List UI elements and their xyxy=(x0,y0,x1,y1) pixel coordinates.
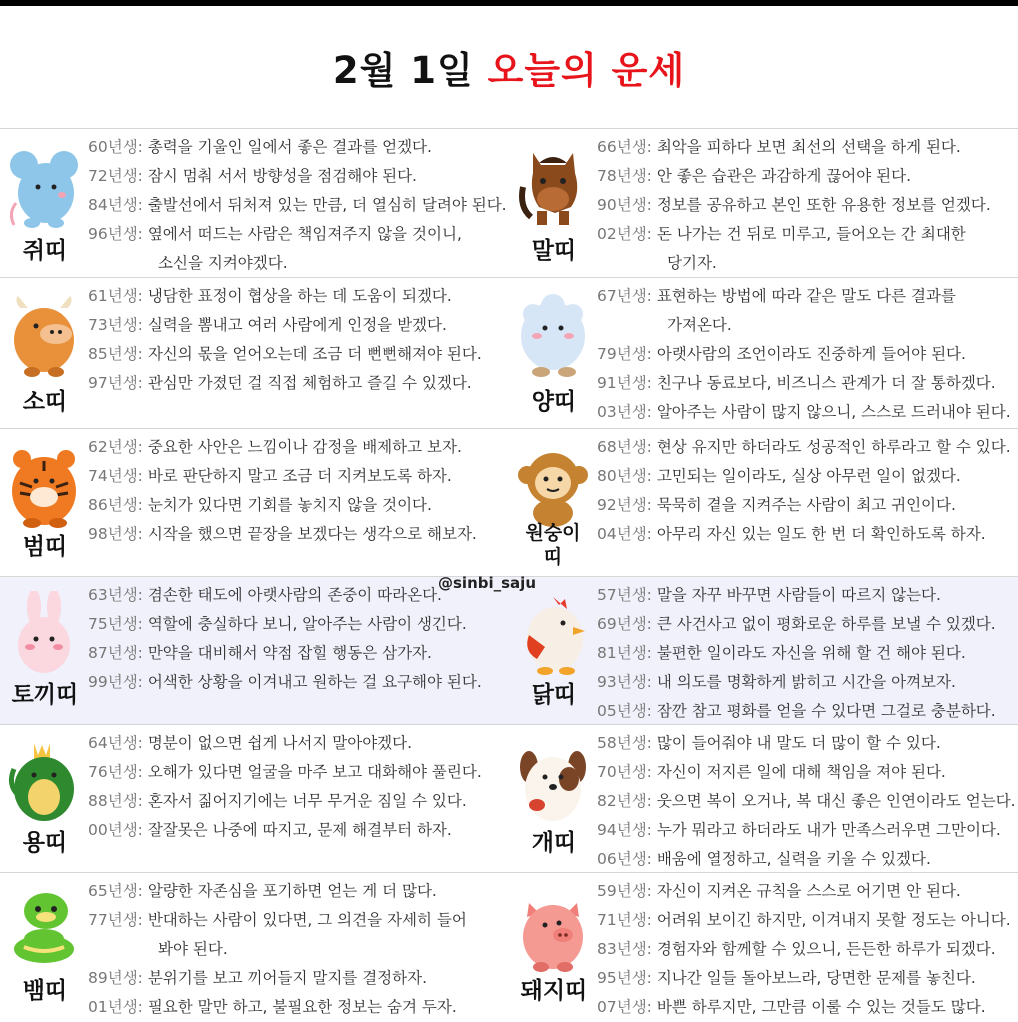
fortune-line xyxy=(88,433,507,462)
fortune-text: 어려워 보이긴 하지만, 이겨내지 못할 정도는 아니다. xyxy=(651,911,1011,929)
rabbit-icon xyxy=(6,591,82,677)
zodiac-label: 용띠 xyxy=(22,830,68,856)
fortune-line xyxy=(597,581,1016,610)
fortune-line xyxy=(597,906,1016,935)
zodiac-cell xyxy=(509,873,1018,1020)
fortune-text: 냉담한 표정이 협상을 하는 데 도움이 되겠다. xyxy=(142,287,452,305)
fortune-text: 필요한 말만 하고, 불필요한 정보는 숨겨 두자. xyxy=(142,998,457,1016)
fortune-line xyxy=(88,462,507,491)
fortune-text: 소신을 지켜야겠다. xyxy=(158,254,288,272)
fortune-line xyxy=(597,787,1016,816)
fortune-line xyxy=(88,249,507,278)
fortune-text: 내 의도를 명확하게 밝히고 시간을 아껴보자. xyxy=(651,673,956,691)
zodiac-cell xyxy=(0,129,509,278)
fortune-text: 출발선에서 뒤처져 있는 만큼, 더 열심히 달려야 된다. xyxy=(142,196,507,214)
birth-year: 02년생: xyxy=(597,225,652,243)
fortune-line xyxy=(88,729,507,758)
fortune-text: 오해가 있다면 얼굴을 마주 보고 대화해야 풀린다. xyxy=(142,763,482,781)
fortune-line xyxy=(88,220,507,249)
fortune-text: 만약을 대비해서 약점 잡힐 행동은 삼가자. xyxy=(142,644,432,662)
birth-year: 85년생: xyxy=(88,345,143,363)
fortune-line xyxy=(597,162,1016,191)
pig-icon xyxy=(515,887,591,973)
fortune-line xyxy=(88,906,507,935)
fortune-line xyxy=(597,133,1016,162)
fortune-text: 경험자와 함께할 수 있으니, 든든한 하루가 되겠다. xyxy=(651,940,996,958)
dragon-icon xyxy=(6,739,82,825)
fortune-text: 돈 나가는 건 뒤로 미루고, 들어오는 간 최대한 xyxy=(651,225,966,243)
zodiac-cell xyxy=(0,429,509,577)
fortune-lines xyxy=(88,133,507,278)
fortune-line xyxy=(597,877,1016,906)
birth-year: 58년생: xyxy=(597,734,652,752)
fortune-text: 혼자서 짊어지기에는 너무 무거운 짐일 수 있다. xyxy=(142,792,467,810)
top-bar xyxy=(0,0,1018,6)
page-title xyxy=(0,40,1018,94)
fortune-lines xyxy=(88,433,507,549)
zodiac-row xyxy=(0,277,1018,429)
fortune-line xyxy=(597,220,1016,249)
monkey-icon xyxy=(515,443,591,529)
fortune-text: 정보를 공유하고 본인 또한 유용한 정보를 얻겠다. xyxy=(651,196,991,214)
fortune-line xyxy=(597,433,1016,462)
mouse-icon xyxy=(6,143,82,229)
birth-year: 62년생: xyxy=(88,438,143,456)
birth-year: 94년생: xyxy=(597,821,652,839)
fortune-text: 말을 자꾸 바꾸면 사람들이 따르지 않는다. xyxy=(651,586,941,604)
zodiac-cell xyxy=(509,725,1018,873)
birth-year: 70년생: xyxy=(597,763,652,781)
birth-year: 61년생: xyxy=(88,287,143,305)
fortune-line xyxy=(88,787,507,816)
birth-year: 65년생: xyxy=(88,882,143,900)
fortune-text: 알량한 자존심을 포기하면 얻는 게 더 많다. xyxy=(142,882,437,900)
birth-year: 76년생: xyxy=(88,763,143,781)
fortune-line xyxy=(597,697,1016,726)
fortune-lines xyxy=(88,877,507,1022)
fortune-line xyxy=(88,668,507,697)
zodiac-cell xyxy=(0,278,509,429)
fortune-text: 당기자. xyxy=(667,254,717,272)
zodiac-label: 개띠 xyxy=(531,830,577,856)
fortune-text: 아랫사람의 조언이라도 진중하게 들어야 된다. xyxy=(651,345,966,363)
fortune-line xyxy=(597,462,1016,491)
zodiac-label: 뱀띠 xyxy=(22,978,68,1004)
zodiac-label: 돼지띠 xyxy=(520,978,588,1004)
fortune-line xyxy=(88,162,507,191)
birth-year: 82년생: xyxy=(597,792,652,810)
fortune-line xyxy=(597,639,1016,668)
fortune-lines xyxy=(88,729,507,845)
fortune-text: 바쁜 하루지만, 그만큼 이룰 수 있는 것들도 많다. xyxy=(651,998,986,1016)
birth-year: 98년생: xyxy=(88,525,143,543)
birth-year: 05년생: xyxy=(597,702,652,720)
birth-year: 64년생: xyxy=(88,734,143,752)
fortune-text: 불편한 일이라도 자신을 위해 할 건 해야 된다. xyxy=(651,644,966,662)
fortune-line xyxy=(88,935,507,964)
zodiac-label: 토끼띠 xyxy=(11,682,79,708)
fortune-text: 최악을 피하다 보면 최선의 선택을 하게 된다. xyxy=(651,138,961,156)
fortune-line xyxy=(597,668,1016,697)
horse-icon xyxy=(515,143,591,229)
fortune-text: 안 좋은 습관은 과감하게 끊어야 된다. xyxy=(651,167,911,185)
snake-icon xyxy=(6,887,82,973)
birth-year: 77년생: xyxy=(88,911,143,929)
birth-year: 79년생: xyxy=(597,345,652,363)
zodiac-cell xyxy=(0,577,509,725)
birth-year: 83년생: xyxy=(597,940,652,958)
fortune-text: 분위기를 보고 끼어들지 말지를 결정하자. xyxy=(142,969,428,987)
birth-year: 90년생: xyxy=(597,196,652,214)
fortune-line xyxy=(88,993,507,1022)
fortune-line xyxy=(597,191,1016,220)
fortune-line xyxy=(88,311,507,340)
fortune-lines xyxy=(597,433,1016,549)
zodiac-row xyxy=(0,576,1018,725)
birth-year: 80년생: xyxy=(597,467,652,485)
birth-year: 68년생: xyxy=(597,438,652,456)
fortune-text: 잠깐 참고 평화를 얻을 수 있다면 그걸로 충분하다. xyxy=(651,702,996,720)
fortune-line xyxy=(88,758,507,787)
fortune-lines xyxy=(597,581,1016,726)
fortune-text: 친구나 동료보다, 비즈니스 관계가 더 잘 통하겠다. xyxy=(651,374,996,392)
birth-year: 69년생: xyxy=(597,615,652,633)
fortune-text: 웃으면 복이 오거나, 복 대신 좋은 인연이라도 얻는다. xyxy=(651,792,1016,810)
fortune-text: 옆에서 떠드는 사람은 책임져주지 않을 것이니, xyxy=(142,225,462,243)
zodiac-cell xyxy=(0,725,509,873)
birth-year: 99년생: xyxy=(88,673,143,691)
birth-year: 95년생: xyxy=(597,969,652,987)
fortune-text: 알아주는 사람이 많지 않으니, 스스로 드러내야 된다. xyxy=(651,403,1011,421)
fortune-line xyxy=(597,729,1016,758)
fortune-text: 자신이 지켜온 규칙을 스스로 어기면 안 된다. xyxy=(651,882,961,900)
birth-year: 67년생: xyxy=(597,287,652,305)
zodiac-label: 닭띠 xyxy=(531,682,577,708)
fortune-text: 잘잘못은 나중에 따지고, 문제 해결부터 하자. xyxy=(142,821,452,839)
fortune-line xyxy=(597,993,1016,1022)
fortune-line xyxy=(88,491,507,520)
birth-year: 71년생: xyxy=(597,911,652,929)
zodiac-cell xyxy=(0,873,509,1020)
fortune-line xyxy=(597,610,1016,639)
fortune-text: 묵묵히 곁을 지켜주는 사람이 최고 귀인이다. xyxy=(651,496,956,514)
fortune-lines xyxy=(597,282,1016,427)
fortune-line xyxy=(88,964,507,993)
fortune-line xyxy=(597,935,1016,964)
fortune-text: 배움에 열정하고, 실력을 키울 수 있겠다. xyxy=(651,850,931,868)
title-main: 오늘의 운세 xyxy=(487,49,686,92)
zodiac-label: 말띠 xyxy=(531,238,577,264)
zodiac-row xyxy=(0,872,1018,1020)
dog-icon xyxy=(515,739,591,825)
fortune-line xyxy=(597,340,1016,369)
birth-year: 57년생: xyxy=(597,586,652,604)
fortune-text: 반대하는 사람이 있다면, 그 의견을 자세히 들어 xyxy=(142,911,467,929)
fortune-lines xyxy=(597,877,1016,1022)
fortune-text: 현상 유지만 하더라도 성공적인 하루라고 할 수 있다. xyxy=(651,438,1011,456)
fortune-line xyxy=(597,369,1016,398)
rooster-icon xyxy=(515,591,591,677)
fortune-text: 지나간 일들 돌아보느라, 당면한 문제를 놓친다. xyxy=(651,969,976,987)
zodiac-label: 양띠 xyxy=(531,389,577,415)
birth-year: 07년생: xyxy=(597,998,652,1016)
birth-year: 59년생: xyxy=(597,882,652,900)
fortune-line xyxy=(88,340,507,369)
fortune-text: 명분이 없으면 쉽게 나서지 말아야겠다. xyxy=(142,734,413,752)
zodiac-label: 범띠 xyxy=(22,534,68,560)
fortune-text: 실력을 뽐내고 여러 사람에게 인정을 받겠다. xyxy=(142,316,447,334)
fortune-line xyxy=(597,758,1016,787)
birth-year: 75년생: xyxy=(88,615,143,633)
birth-year: 03년생: xyxy=(597,403,652,421)
fortune-text: 시작을 했으면 끝장을 보겠다는 생각으로 해보자. xyxy=(142,525,477,543)
zodiac-cell xyxy=(509,577,1018,725)
zodiac-row xyxy=(0,128,1018,278)
fortune-lines xyxy=(88,282,507,398)
fortune-line xyxy=(597,520,1016,549)
fortune-line xyxy=(88,133,507,162)
fortune-line xyxy=(597,491,1016,520)
birth-year: 04년생: xyxy=(597,525,652,543)
fortune-text: 표현하는 방법에 따라 같은 말도 다른 결과를 xyxy=(651,287,956,305)
birth-year: 92년생: xyxy=(597,496,652,514)
birth-year: 78년생: xyxy=(597,167,652,185)
fortune-text: 아무리 자신 있는 일도 한 번 더 확인하도록 하자. xyxy=(651,525,986,543)
fortune-line xyxy=(88,639,507,668)
fortune-line xyxy=(88,610,507,639)
fortune-line xyxy=(597,816,1016,845)
birth-year: 96년생: xyxy=(88,225,143,243)
fortune-lines xyxy=(597,133,1016,278)
zodiac-row xyxy=(0,724,1018,873)
birth-year: 93년생: xyxy=(597,673,652,691)
fortune-line xyxy=(597,964,1016,993)
fortune-text: 겸손한 태도에 아랫사람의 존중이 따라온다. xyxy=(142,586,442,604)
zodiac-cell xyxy=(509,129,1018,278)
fortune-text: 누가 뭐라고 하더라도 내가 만족스러우면 그만이다. xyxy=(651,821,1001,839)
fortune-line xyxy=(597,249,1016,278)
zodiac-row xyxy=(0,428,1018,577)
fortune-text: 자신의 몫을 얻어오는데 조금 더 뻔뻔해져야 된다. xyxy=(142,345,482,363)
fortune-text: 큰 사건사고 없이 평화로운 하루를 보낼 수 있겠다. xyxy=(651,615,996,633)
fortune-text: 역할에 충실하다 보니, 알아주는 사람이 생긴다. xyxy=(142,615,467,633)
birth-year: 81년생: xyxy=(597,644,652,662)
fortune-line xyxy=(88,877,507,906)
birth-year: 97년생: xyxy=(88,374,143,392)
birth-year: 91년생: xyxy=(597,374,652,392)
fortune-line xyxy=(88,816,507,845)
tiger-icon xyxy=(6,443,82,529)
watermark: @sinbi_saju xyxy=(438,574,536,592)
birth-year: 86년생: xyxy=(88,496,143,514)
fortune-text: 바로 판단하지 말고 조금 더 지켜보도록 하자. xyxy=(142,467,452,485)
birth-year: 74년생: xyxy=(88,467,143,485)
birth-year: 88년생: xyxy=(88,792,143,810)
ox-icon xyxy=(6,292,82,378)
fortune-line xyxy=(88,282,507,311)
fortune-text: 어색한 상황을 이겨내고 원하는 걸 요구해야 된다. xyxy=(142,673,482,691)
birth-year: 87년생: xyxy=(88,644,143,662)
fortune-text: 눈치가 있다면 기회를 놓치지 않을 것이다. xyxy=(142,496,432,514)
birth-year: 84년생: xyxy=(88,196,143,214)
zodiac-cell xyxy=(509,278,1018,429)
zodiac-label: 원숭이띠 xyxy=(525,522,581,568)
birth-year: 60년생: xyxy=(88,138,143,156)
sheep-icon xyxy=(515,292,591,378)
fortune-line xyxy=(597,845,1016,874)
fortune-lines xyxy=(597,729,1016,874)
zodiac-label: 쥐띠 xyxy=(22,238,68,264)
fortune-text: 잠시 멈춰 서서 방향성을 점검해야 된다. xyxy=(142,167,417,185)
fortune-text: 관심만 가졌던 걸 직접 체험하고 즐길 수 있겠다. xyxy=(142,374,472,392)
fortune-line xyxy=(88,191,507,220)
fortune-line xyxy=(597,398,1016,427)
birth-year: 01년생: xyxy=(88,998,143,1016)
fortune-line xyxy=(88,369,507,398)
fortune-text: 많이 들어줘야 내 말도 더 많이 할 수 있다. xyxy=(651,734,941,752)
birth-year: 63년생: xyxy=(88,586,143,604)
title-date: 2월 1일 xyxy=(332,49,474,92)
zodiac-label: 소띠 xyxy=(22,389,68,415)
fortune-lines xyxy=(88,581,507,697)
birth-year: 66년생: xyxy=(597,138,652,156)
fortune-text: 봐야 된다. xyxy=(158,940,228,958)
fortune-line xyxy=(597,311,1016,340)
fortune-text: 중요한 사안은 느낌이나 감정을 배제하고 보자. xyxy=(142,438,462,456)
birth-year: 89년생: xyxy=(88,969,143,987)
fortune-text: 자신이 저지른 일에 대해 책임을 져야 된다. xyxy=(651,763,946,781)
birth-year: 06년생: xyxy=(597,850,652,868)
birth-year: 72년생: xyxy=(88,167,143,185)
fortune-line xyxy=(597,282,1016,311)
fortune-text: 고민되는 일이라도, 실상 아무런 일이 없겠다. xyxy=(651,467,961,485)
birth-year: 73년생: xyxy=(88,316,143,334)
fortune-text: 총력을 기울인 일에서 좋은 결과를 얻겠다. xyxy=(142,138,432,156)
birth-year: 00년생: xyxy=(88,821,143,839)
fortune-text: 가져온다. xyxy=(667,316,732,334)
fortune-line xyxy=(88,520,507,549)
zodiac-cell xyxy=(509,429,1018,577)
